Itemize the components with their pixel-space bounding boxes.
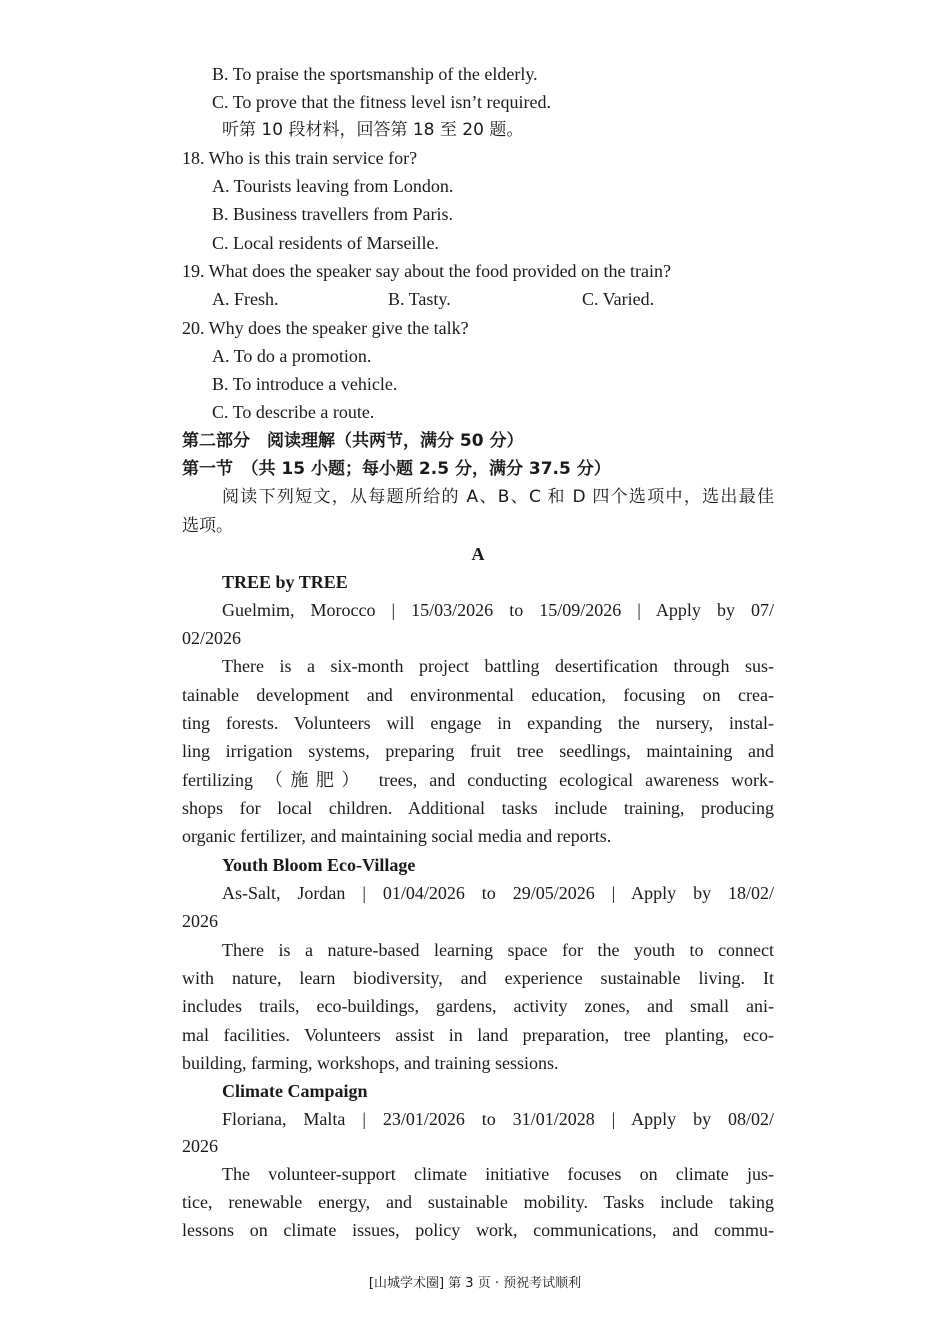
- section-one-title: 第一节 （共 15 小题；每小题 2.5 分，满分 37.5 分）: [182, 459, 611, 479]
- q19-option-b: B. Tasty.: [388, 289, 451, 309]
- q18-option-c: C. Local residents of Marseille.: [212, 233, 439, 253]
- q19-option-a: A. Fresh.: [212, 289, 279, 309]
- q18-option-a: A. Tourists leaving from London.: [212, 176, 454, 196]
- paragraph-line: organic fertilizer, and maintaining social media and reports.: [182, 826, 612, 846]
- paragraph-line: The volunteer-support climate initiative focuses on climate jus-: [222, 1164, 774, 1184]
- project-title-tree-by-tree: TREE by TREE: [222, 572, 348, 592]
- q19-question: 19. What does the speaker say about the food provided on the train?: [182, 261, 672, 281]
- q19-options: [212, 285, 804, 313]
- page-footer: [山城学术圈] 第 3 页 · 预祝考试顺利: [368, 1276, 582, 1291]
- paragraph-line: lessons on climate issues, policy work, communications, and commu-: [182, 1220, 774, 1240]
- passage-letter: A: [471, 544, 485, 564]
- paragraph-line: ling irrigation systems, preparing fruit tree seedlings, maintaining and: [182, 741, 774, 761]
- paragraph-line: tainable development and environmental education, focusing on crea-: [182, 685, 774, 705]
- paragraph-line: ting forests. Volunteers will engage in expanding the nursery, instal-: [182, 713, 774, 733]
- paragraph-line: tice, renewable energy, and sustainable mobility. Tasks include taking: [182, 1192, 774, 1212]
- q20-option-b: B. To introduce a vehicle.: [212, 374, 398, 394]
- project-info-line2: 2026: [182, 911, 218, 931]
- reading-instruction-line2: 选项。: [182, 516, 233, 536]
- q20-option-a: A. To do a promotion.: [212, 346, 372, 366]
- q20-option-c: C. To describe a route.: [212, 402, 375, 422]
- listening-instruction: 听第 10 段材料，回答第 18 至 20 题。: [222, 120, 524, 140]
- q18-option-b: B. Business travellers from Paris.: [212, 204, 453, 224]
- project-title-youth-bloom: Youth Bloom Eco-Village: [222, 855, 416, 875]
- project-title-climate-campaign: Climate Campaign: [222, 1081, 368, 1101]
- q20-question: 20. Why does the speaker give the talk?: [182, 318, 469, 338]
- paragraph-line: There is a six-month project battling desertification through sus-: [222, 656, 774, 676]
- q19-option-c: C. Varied.: [582, 289, 655, 309]
- q17-option-b: B. To praise the sportsmanship of the elderly.: [212, 64, 538, 84]
- paragraph-line: There is a nature-based learning space for the youth to connect: [222, 940, 774, 960]
- paragraph-line: building, farming, workshops, and training sessions.: [182, 1053, 559, 1073]
- part-two-title: 第二部分 阅读理解（共两节，满分 50 分）: [182, 431, 524, 451]
- q18-question: 18. Who is this train service for?: [182, 148, 418, 168]
- paragraph-line: with nature, learn biodiversity, and experience sustainable living. It: [182, 968, 774, 988]
- project-info-line1: Guelmim, Morocco | 15/03/2026 to 15/09/2026 | Apply by 07/: [222, 600, 774, 620]
- project-info-line2: 2026: [182, 1136, 218, 1156]
- reading-instruction-line1: 阅读下列短文，从每题所给的 A、B、C 和 D 四个选项中，选出最佳: [222, 487, 774, 507]
- paragraph-line: mal facilities. Volunteers assist in land preparation, tree planting, eco-: [182, 1025, 774, 1045]
- q17-option-c: C. To prove that the fitness level isn’t required.: [212, 92, 552, 112]
- paragraph-line: shops for local children. Additional tasks include training, producing: [182, 798, 774, 818]
- paragraph-line: fertilizing （施肥） trees, and conducting ecological awareness work-: [182, 770, 774, 790]
- paragraph-line: includes trails, eco-buildings, gardens, activity zones, and small ani-: [182, 996, 774, 1016]
- project-info-line1: As-Salt, Jordan | 01/04/2026 to 29/05/2026 | Apply by 18/02/: [222, 883, 774, 903]
- project-info-line1: Floriana, Malta | 23/01/2026 to 31/01/2028 | Apply by 08/02/: [222, 1109, 774, 1129]
- project-info-line2: 02/2026: [182, 628, 242, 648]
